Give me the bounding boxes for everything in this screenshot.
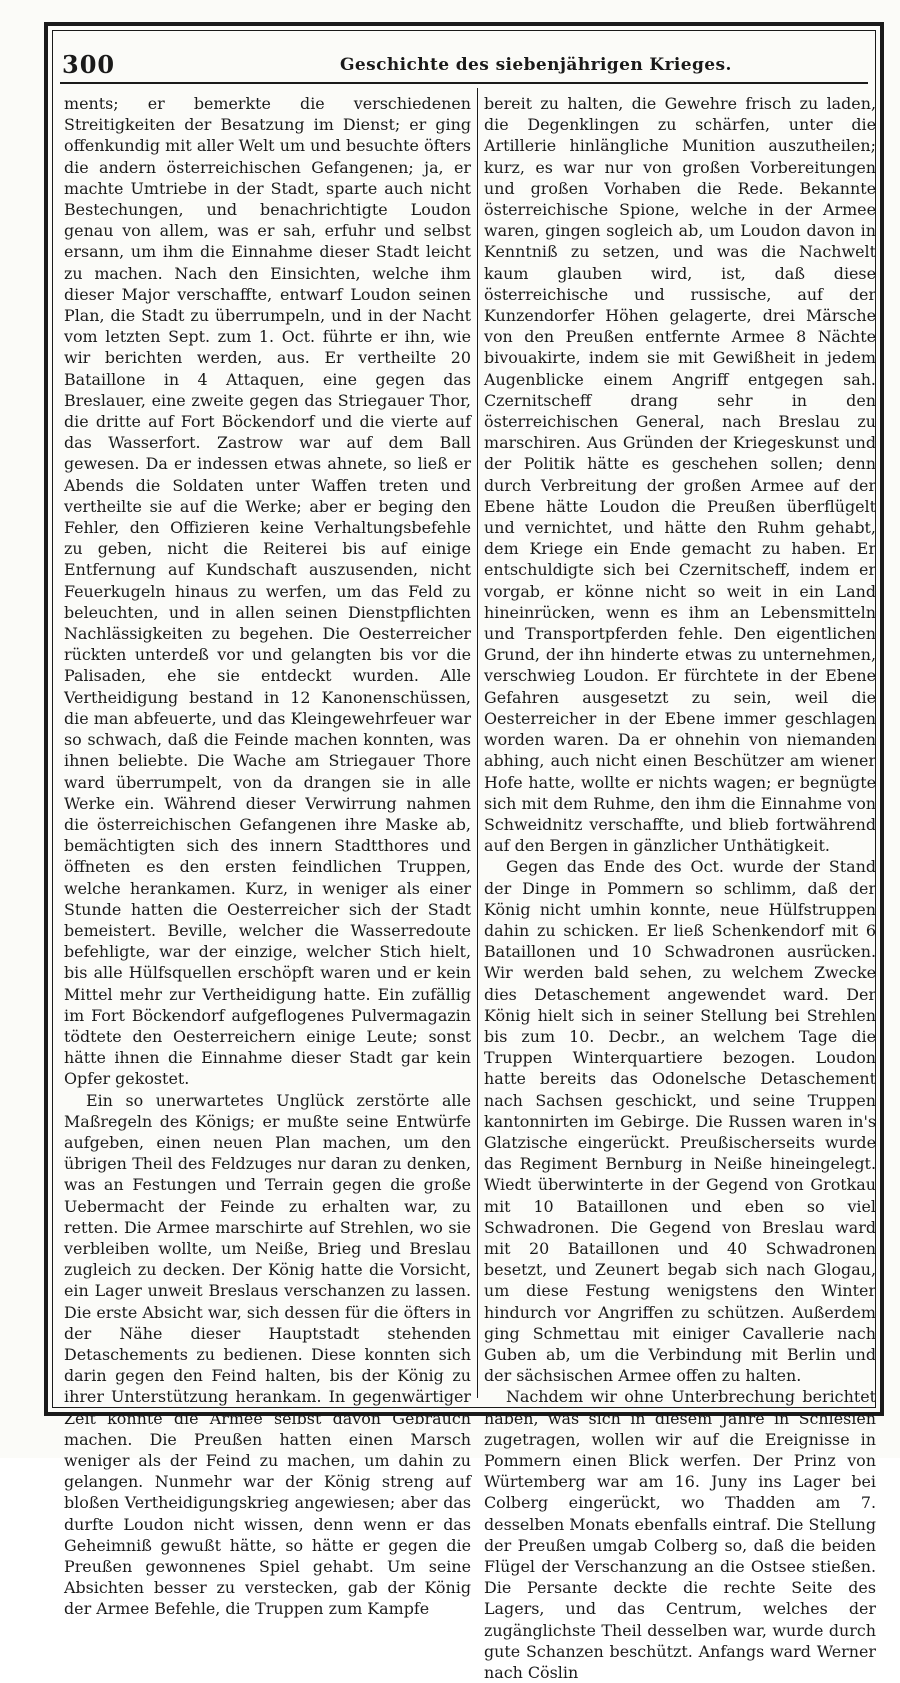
running-title: Geschichte des siebenjährigen Krieges. — [340, 55, 732, 75]
paragraph: ments; er bemerkte die verschiedenen Streitigkeiten der Besatzung im Dienst; er ging offenkundig mit aller Welt um und besuchte öfters die andern österreichischen Gefangenen; ja, er machte Umtriebe in der Stadt, sparte auch nicht Bestechungen, und benachrichtigte Loudon genau von allem, was er sah, erfuhr und selbst ersann, um ihm die Einnahme dieser Stadt leicht zu machen. Nach den Einsichten, welche ihm dieser Major verschaffte, entwarf Loudon seinen Plan, die Stadt zu überrumpeln, und in der Nacht vom letzten Sept. zum 1. Oct. führte er ihn, wie wir berichten werden, aus. Er vertheilte 20 Bataillone in 4 Attaquen, eine gegen das Breslauer, eine zweite gegen das Striegauer Thor, die dritte auf Fort Böckendorf und die vierte auf das Wasserfort. Zastrow war auf dem Ball gewesen. Da er indessen etwas ahnete, so ließ er Abends die Soldaten unter Waffen treten und vertheilte sie auf die Werke; aber er beging den Fehler, den Offizieren keine Verhaltungsbefehle zu geben, nicht die Reiterei bis auf einige Entfernung auf Kundschaft auszusenden, nicht Feuerkugeln hinaus zu werfen, um das Feld zu beleuchten, und in allen seinen Dienstpflichten Nachlässigkeiten zu begehen. Die Oesterreicher rückten unterdeß vor und gelangten bis vor die Palisaden, ehe sie entdeckt wurden. Alle Vertheidigung bestand in 12 Kanonenschüssen, die man abfeuerte, und das Kleingewehrfeuer war so schwach, daß die Feinde machen konnten, was ihnen beliebte. Die Wache am Striegauer Thore ward überrumpelt, von da drangen sie in alle Werke ein. Während dieser Verwirrung nahmen die österreichischen Gefangenen ihre Maske ab, bemächtigten sich des innern Stadtthores und öffneten es den ersten feindlichen Truppen, welche herankamen. Kurz, in weniger als einer Stunde hatten die Oesterreicher sich der Stadt bemeistert. Beville, welcher die Wasserredoute befehligte, war der einzige, welcher Stich hielt, bis alle Hülfsquellen erschöpft waren und er kein Mittel mehr zur Vertheidigung hatte. Ein zufällig im Fort Böckendorf aufgeflogenes Pulvermagazin tödtete den Oesterreichern einige Leute; sonst hätte ihnen die Einnahme dieser Stadt gar kein Opfer gekostet. — [64, 94, 471, 1089]
paragraph: bereit zu halten, die Gewehre frisch zu laden, die Degenklingen zu schärfen, unter die Artillerie hinlängliche Munition auszutheilen; kurz, es war nur von großen Vorbereitungen und großen Vorhaben die Rede. Bekannte österreichische Spione, welche in der Armee waren, gingen sogleich ab, um Loudon davon in Kenntniß zu setzen, und was die Nachwelt kaum glauben wird, ist, daß diese österreichische und russische, auf der Kunzendorfer Höhen gelagerte, drei Märsche von den Preußen entfernte Armee 8 Nächte bivouakirte, indem sie mit Gewißheit in jedem Augenblicke einem Angriff entgegen sah. Czernitscheff drang sehr in den österreichischen General, nach Breslau zu marschiren. Aus Gründen der Kriegeskunst und der Politik hätte es geschehen sollen; denn durch Verbreitung der großen Armee auf der Ebene hätte Loudon die Preußen überflügelt und vernichtet, und hätte den Ruhm gehabt, dem Kriege ein Ende gemacht zu haben. Er entschuldigte sich bei Czernitscheff, indem er vorgab, er könne nicht so weit in ein Land hineinrücken, wenn es ihm an Lebensmitteln und Transportpferden fehle. Den eigentlichen Grund, der ihn hinderte etwas zu unternehmen, verschwieg Loudon. Er fürchtete in der Ebene Gefahren ausgesetzt zu sein, weil die Oesterreicher in der Ebene immer geschlagen worden waren. Da er ohnehin von niemanden abhing, auch nicht einen Beschützer am wiener Hofe hatte, wollte er nichts wagen; er begnügte sich mit dem Ruhme, den ihm die Einnahme von Schweidnitz verschaffte, und blieb fortwährend auf den Bergen in gänzlicher Unthätigkeit. — [484, 94, 876, 856]
page-number: 300 — [62, 50, 116, 79]
right-column — [484, 93, 876, 1683]
page-header — [60, 42, 866, 82]
column-divider — [477, 88, 478, 1398]
paragraph: Gegen das Ende des Oct. wurde der Stand der Dinge in Pommern so schlimm, daß der König nicht umhin konnte, neue Hülfstruppen dahin zu schicken. Er ließ Schenkendorf mit 6 Bataillonen und 10 Schwadronen ausrücken. Wir werden bald sehen, zu welchem Zwecke dies Detaschement angewendet ward. Der König hielt sich in seiner Stellung bei Strehlen bis zum 10. Decbr., an welchem Tage die Truppen Winterquartiere bezogen. Loudon hatte bereits das Odonelsche Detaschement nach Sachsen geschickt, und seine Truppen kantonnirten im Gebirge. Die Russen waren in's Glatzische eingerückt. Preußischerseits wurde das Regiment Bernburg in Neiße hineingelegt. Wiedt überwinterte in der Gegend von Grotkau mit 10 Bataillonen und eben so viel Schwadronen. Die Gegend von Breslau ward mit 20 Bataillonen und 40 Schwadronen besetzt, und Zeunert begab sich nach Glogau, um diese Festung wenigstens den Winter hindurch vor Angriffen zu schützen. Außerdem ging Schmettau mit einiger Cavallerie nach Guben ab, um die Verbindung mit Berlin und der sächsischen Armee offen zu halten. — [484, 857, 876, 1386]
left-column — [64, 93, 471, 1619]
paragraph: Nachdem wir ohne Unterbrechung berichtet haben, was sich in diesem Jahre in Schlesien zugetragen, wollen wir auf die Ereignisse in Pommern einen Blick werfen. Der Prinz von Würtemberg war am 16. Juny ins Lager bei Colberg eingerückt, wo Thadden am 7. desselben Monats ebenfalls eintraf. Die Stellung der Preußen umgab Colberg so, daß die beiden Flügel der Verschanzung an die Ostsee stießen. Die Persante deckte die rechte Seite des Lagers, und das Centrum, welches der zugänglichste Theil desselben war, wurde durch gute Schanzen beschützt. Anfangs ward Werner nach Cöslin — [484, 1387, 876, 1683]
paragraph: Ein so unerwartetes Unglück zerstörte alle Maßregeln des Königs; er mußte seine Entwürfe aufgeben, einen neuen Plan machen, um den übrigen Theil des Feldzuges nur daran zu denken, was an Festungen und Terrain gegen die große Uebermacht der Feinde zu erhalten war, zu retten. Die Armee marschirte auf Strehlen, wo sie verbleiben wollte, um Neiße, Brieg und Breslau zugleich zu decken. Der König hatte die Vorsicht, ein Lager unweit Breslaus verschanzen zu lassen. Die erste Absicht war, sich dessen für die öfters in der Nähe dieser Hauptstadt stehenden Detaschements zu bedienen. Diese konnten sich darin gegen den Feind halten, bis der König zu ihrer Unterstützung herankam. In gegenwärtiger Zeit konnte die Armee selbst davon Gebrauch machen. Die Preußen hatten einen Marsch weniger als der Feind zu machen, um dahin zu gelangen. Nunmehr war der König streng auf bloßen Vertheidigungskrieg angewiesen; aber das durfte Loudon nicht wissen, denn wenn er das Geheimniß gewußt hätte, so hätte er gegen die Preußen gewonnenes Spiel gehabt. Um seine Absichten besser zu verstecken, gab der König der Armee Befehle, die Truppen zum Kampfe — [64, 1090, 471, 1619]
header-rule — [60, 82, 868, 84]
